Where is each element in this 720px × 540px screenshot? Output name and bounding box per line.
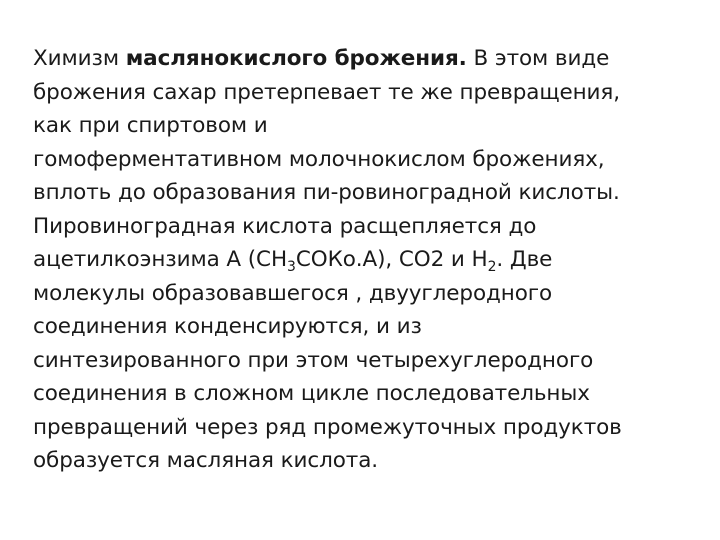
heading-term: маслянокислого брожения. xyxy=(125,46,467,71)
text-line: Пировиноградная кислота расщепляется до xyxy=(33,213,537,239)
text-fragment: СОКо.А), СО2 и Н xyxy=(295,247,488,272)
text-line: соединения конденсируются, и из xyxy=(33,314,422,339)
subscript: 2 xyxy=(487,258,497,275)
text-line xyxy=(33,243,693,277)
text-line: как при спиртовом и xyxy=(33,113,268,138)
body-text xyxy=(33,42,693,478)
text-line: превращений через ряд промежуточных продуктов xyxy=(33,414,622,440)
text-fragment: ацетилкоэнзима А (СН xyxy=(33,247,288,272)
text-line: образуется масляная кислота. xyxy=(33,448,379,473)
subscript: 3 xyxy=(287,258,296,275)
text-fragment: Химизм xyxy=(33,46,126,71)
text-line: брожения сахар претерпевает те же превращения, xyxy=(33,79,620,105)
text-line: молекулы образовавшегося , двууглеродного xyxy=(33,280,553,306)
text-line: вплоть до образования пи-ровиноградной кислоты. xyxy=(33,180,620,205)
text-line: соединения в сложном цикле последовательных xyxy=(33,381,590,406)
text-fragment: В этом виде xyxy=(466,46,610,71)
text-fragment: . Две xyxy=(496,247,553,272)
text-line xyxy=(33,42,693,76)
text-line: синтезированного при этом четырехуглеродного xyxy=(33,347,594,373)
text-line: гомоферментативном молочнокислом брожениях, xyxy=(33,146,605,172)
